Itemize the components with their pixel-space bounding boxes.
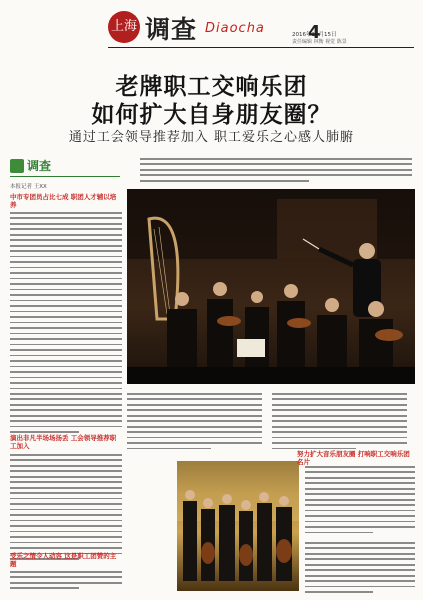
editors-credit: 责任编辑 林衡 视觉 陈景 <box>292 39 347 45</box>
section-title-en: Diaocha <box>205 21 265 36</box>
masthead-divider <box>108 47 414 48</box>
lead-paragraph <box>140 158 412 185</box>
column-divider <box>10 176 120 177</box>
subhead-left-1: 中市专团员占比七成 职团人才辅以培养 <box>10 193 117 209</box>
body-text-block <box>305 466 415 537</box>
headline-line-2: 如何扩大自身朋友圈？ <box>91 101 332 128</box>
newspaper-seal-logo: 上海 <box>108 11 140 43</box>
body-text-block <box>10 454 122 564</box>
column-logo-icon <box>10 159 24 173</box>
section-title: 调查 <box>145 15 198 44</box>
headline-line-1: 老牌职工交响乐团 <box>115 73 308 100</box>
subheadline: 通过工会领导推荐加入 职工爱乐之心感人肺腑 <box>68 130 355 145</box>
body-text-block <box>305 542 415 597</box>
subhead-left-2: 演出非凡半场场扬丢 工会领导推荐职工加入 <box>10 434 117 450</box>
subhead-right-1: 努力扩大音乐朋友圈 打响职工交响乐团名片 <box>297 450 410 466</box>
orchestra-photo <box>127 189 415 384</box>
subhead-left-3: 受乐之情令人动容 这是职工团赞的主题 <box>10 552 117 568</box>
page-number: 4 <box>308 22 321 43</box>
body-text-block <box>272 393 407 453</box>
ensemble-photo <box>177 461 299 591</box>
column-name: 调查 <box>27 159 52 173</box>
body-text-block <box>10 212 122 437</box>
issue-date: 2016年11月15日 <box>292 32 337 38</box>
body-text-block <box>127 393 262 453</box>
body-text-block <box>10 571 122 593</box>
byline: 本报记者 王XX <box>10 184 47 190</box>
